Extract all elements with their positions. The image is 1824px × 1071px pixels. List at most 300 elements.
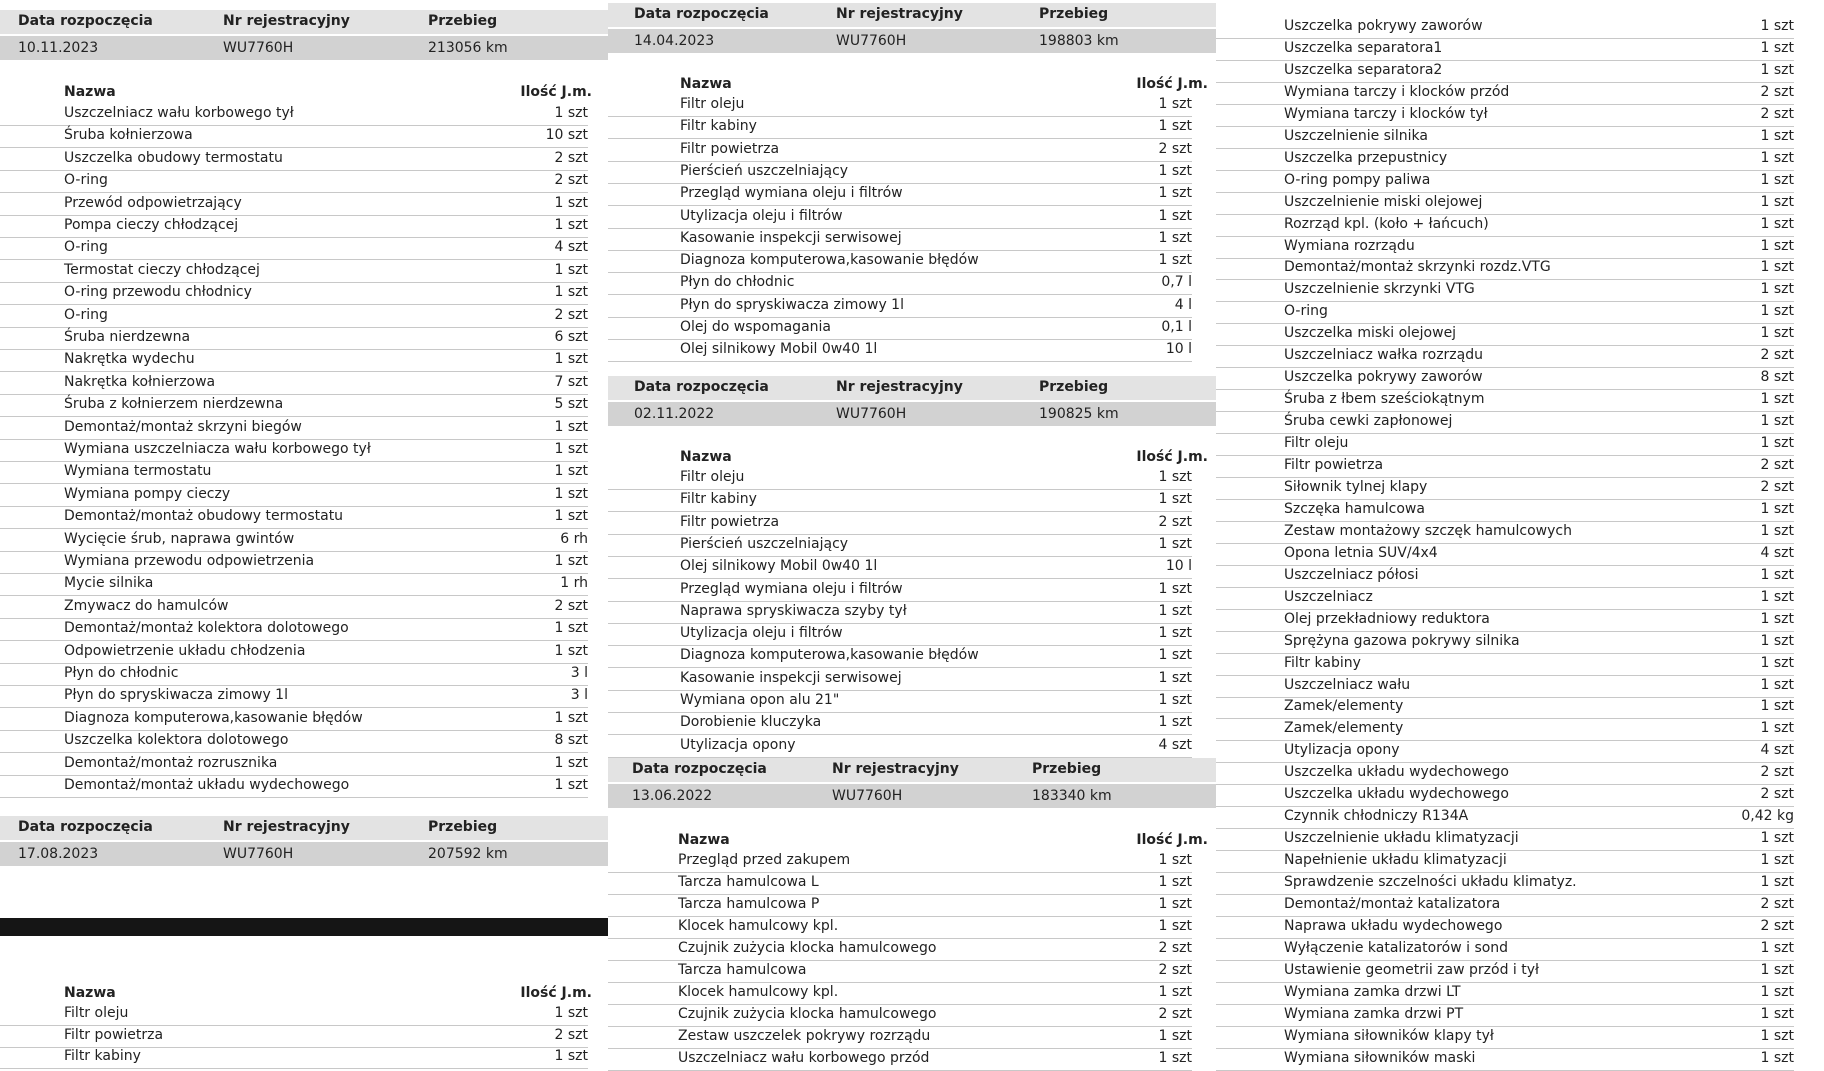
item-quantity: 8 szt bbox=[554, 732, 588, 749]
item-quantity: 1 szt bbox=[1158, 229, 1192, 246]
item-name: Olej przekładniowy reduktora bbox=[1284, 610, 1490, 627]
table-row bbox=[608, 512, 1192, 535]
item-name: Wymiana uszczelniacza wału korbowego tył bbox=[64, 441, 371, 457]
value-mileage: 207592 km bbox=[428, 846, 508, 862]
table-row bbox=[1216, 653, 1794, 676]
table-row bbox=[0, 484, 588, 507]
item-quantity: 0,7 l bbox=[1161, 274, 1192, 291]
item-quantity: 2 szt bbox=[1158, 940, 1192, 956]
item-quantity: 1 szt bbox=[1158, 96, 1192, 112]
table-row bbox=[1216, 762, 1794, 785]
table-row bbox=[1216, 323, 1794, 346]
table-row bbox=[1216, 126, 1794, 149]
label-start-date: Data rozpoczęcia bbox=[634, 379, 769, 395]
item-quantity: 1 szt bbox=[554, 620, 588, 637]
item-name: Klocek hamulcowy kpl. bbox=[678, 918, 839, 934]
table-row bbox=[1216, 894, 1794, 917]
table-row bbox=[608, 690, 1192, 713]
item-quantity: 6 szt bbox=[554, 329, 588, 345]
table-row bbox=[0, 685, 588, 708]
item-quantity: 1 szt bbox=[1760, 676, 1794, 693]
item-quantity: 1 szt bbox=[1760, 149, 1794, 166]
table-row bbox=[608, 645, 1192, 668]
label-registration: Nr rejestracyjny bbox=[836, 6, 963, 22]
item-quantity: 1 szt bbox=[1760, 522, 1794, 539]
table-row bbox=[1216, 477, 1794, 500]
item-quantity: 1 szt bbox=[1760, 435, 1794, 452]
item-quantity: 2 szt bbox=[554, 306, 588, 323]
col-header-name: Nazwa bbox=[678, 832, 730, 848]
table-row bbox=[0, 148, 588, 171]
value-start-date: 02.11.2022 bbox=[634, 406, 715, 422]
item-quantity: 2 szt bbox=[1760, 457, 1794, 473]
item-quantity: 1 szt bbox=[1158, 207, 1192, 224]
item-quantity: 1 szt bbox=[554, 105, 588, 121]
label-start-date: Data rozpoczęcia bbox=[18, 819, 153, 835]
table-row bbox=[608, 668, 1192, 691]
item-name: Śruba z kołnierzem nierdzewna bbox=[64, 396, 284, 413]
item-name: Filtr powietrza bbox=[680, 513, 780, 530]
table-row bbox=[0, 170, 588, 193]
item-name: Uszczelka kolektora dolotowego bbox=[64, 732, 289, 749]
item-name: Czujnik zużycia klocka hamulcowego bbox=[678, 940, 937, 956]
table-row bbox=[0, 215, 588, 238]
item-quantity: 2 szt bbox=[1760, 478, 1794, 495]
item-name: Kasowanie inspekcji serwisowej bbox=[680, 229, 902, 246]
col-header-qty: Ilość J.m. bbox=[520, 985, 592, 1001]
item-name: Szczęka hamulcowa bbox=[1284, 500, 1425, 517]
item-name: Zamek/elementy bbox=[1284, 720, 1404, 737]
item-name: Demontaż/montaż katalizatora bbox=[1284, 896, 1501, 912]
item-name: Nakrętka wydechu bbox=[64, 351, 195, 368]
item-name: Demontaż/montaż skrzynki rozdz.VTG bbox=[1284, 259, 1551, 276]
table-row bbox=[1216, 1026, 1794, 1049]
item-quantity: 1 szt bbox=[554, 485, 588, 502]
item-quantity: 1 szt bbox=[1760, 500, 1794, 517]
table-row bbox=[0, 753, 588, 776]
item-name: Zestaw montażowy szczęk hamulcowych bbox=[1284, 522, 1572, 539]
label-mileage: Przebieg bbox=[1039, 6, 1109, 22]
item-quantity: 4 szt bbox=[554, 239, 588, 256]
table-row bbox=[0, 730, 588, 753]
item-name: Naprawa układu wydechowego bbox=[1284, 917, 1503, 934]
table-row bbox=[0, 775, 588, 798]
item-quantity: 1 szt bbox=[1760, 939, 1794, 956]
table-row bbox=[0, 327, 588, 350]
item-name: Filtr kabiny bbox=[1284, 654, 1361, 671]
table-row bbox=[608, 1004, 1192, 1027]
item-quantity: 1 szt bbox=[554, 418, 588, 435]
item-quantity: 4 szt bbox=[1760, 742, 1794, 759]
item-name: Pierścień uszczelniający bbox=[680, 162, 849, 179]
table-row bbox=[608, 623, 1192, 646]
table-row bbox=[0, 103, 588, 126]
item-name: Filtr kabiny bbox=[680, 491, 757, 508]
item-name: Wyłączenie katalizatorów i sond bbox=[1284, 939, 1509, 956]
label-start-date: Data rozpoczęcia bbox=[632, 761, 767, 777]
table-row bbox=[0, 417, 588, 440]
item-quantity: 1 szt bbox=[1760, 193, 1794, 210]
table-row bbox=[1216, 675, 1794, 698]
item-quantity: 1 szt bbox=[1760, 1005, 1794, 1022]
item-quantity: 1 szt bbox=[1158, 647, 1192, 664]
item-name: Filtr kabiny bbox=[680, 118, 757, 135]
table-row bbox=[1216, 214, 1794, 237]
item-name: O-ring przewodu chłodnicy bbox=[64, 284, 252, 301]
item-quantity: 2 szt bbox=[1158, 513, 1192, 530]
item-name: Wymiana pompy cieczy bbox=[64, 485, 231, 502]
item-name: O-ring bbox=[64, 172, 108, 189]
item-name: Utylizacja opony bbox=[1284, 742, 1400, 759]
item-quantity: 1 szt bbox=[554, 709, 588, 726]
item-quantity: 1 szt bbox=[554, 194, 588, 211]
item-quantity: 1 szt bbox=[1158, 984, 1192, 1000]
item-quantity: 1 szt bbox=[1760, 830, 1794, 847]
table-row bbox=[1216, 587, 1794, 610]
item-quantity: 1 szt bbox=[1158, 874, 1192, 890]
item-quantity: 1 szt bbox=[554, 217, 588, 233]
table-row bbox=[1216, 1048, 1794, 1071]
item-quantity: 1 szt bbox=[1760, 874, 1794, 891]
item-quantity: 1 szt bbox=[1760, 413, 1794, 430]
item-name: Uszczelka układu wydechowego bbox=[1284, 786, 1509, 803]
item-name: Uszczelka miski olejowej bbox=[1284, 325, 1457, 342]
item-name: Wymiana zamka drzwi PT bbox=[1284, 1005, 1464, 1022]
item-name: Uszczelnienie skrzynki VTG bbox=[1284, 281, 1475, 298]
table-row bbox=[1216, 828, 1794, 851]
column-left bbox=[0, 0, 608, 1064]
item-name: O-ring bbox=[64, 239, 108, 256]
item-name: Uszczelka przepustnicy bbox=[1284, 149, 1448, 166]
table-row bbox=[0, 305, 588, 328]
table-row bbox=[608, 1026, 1192, 1049]
table-row bbox=[1216, 718, 1794, 741]
table-row bbox=[0, 394, 588, 417]
label-mileage: Przebieg bbox=[1039, 379, 1109, 395]
value-start-date: 10.11.2023 bbox=[18, 40, 99, 56]
table-row bbox=[1216, 104, 1794, 127]
table-row bbox=[0, 282, 588, 305]
item-quantity: 1 szt bbox=[1158, 714, 1192, 731]
item-quantity: 2 szt bbox=[1158, 962, 1192, 978]
label-mileage: Przebieg bbox=[428, 13, 498, 29]
label-registration: Nr rejestracyjny bbox=[223, 819, 350, 835]
item-quantity: 10 szt bbox=[545, 127, 588, 144]
item-quantity: 1 szt bbox=[1760, 852, 1794, 869]
item-quantity: 1 szt bbox=[1158, 535, 1192, 552]
item-name: Demontaż/montaż skrzyni biegów bbox=[64, 418, 302, 435]
item-quantity: 2 szt bbox=[1760, 83, 1794, 100]
item-name: Kasowanie inspekcji serwisowej bbox=[680, 669, 902, 686]
item-quantity: 8 szt bbox=[1760, 369, 1794, 386]
item-quantity: 1 szt bbox=[1760, 1027, 1794, 1044]
item-quantity: 1 szt bbox=[1760, 391, 1794, 408]
item-name: Filtr oleju bbox=[680, 469, 745, 485]
item-name: Uszczelniacz bbox=[1284, 588, 1373, 605]
item-name: Płyn do chłodnic bbox=[680, 274, 795, 291]
item-name: Uszczelnienie miski olejowej bbox=[1284, 193, 1483, 210]
table-row bbox=[608, 850, 1192, 873]
item-quantity: 3 l bbox=[570, 665, 588, 681]
item-name: Wymiana opon alu 21" bbox=[680, 692, 840, 708]
item-name: Demontaż/montaż obudowy termostatu bbox=[64, 508, 344, 525]
item-name: Uszczelnienie silnika bbox=[1284, 127, 1428, 144]
item-quantity: 2 szt bbox=[1158, 140, 1192, 157]
table-row bbox=[1216, 301, 1794, 324]
table-row bbox=[1216, 872, 1794, 895]
item-name: Zestaw uszczelek pokrywy rozrządu bbox=[678, 1028, 931, 1044]
item-name: Uszczelniacz półosi bbox=[1284, 566, 1419, 583]
item-quantity: 1 szt bbox=[1158, 118, 1192, 135]
item-name: Wymiana rozrządu bbox=[1284, 237, 1415, 254]
col-header-name: Nazwa bbox=[64, 985, 116, 1001]
column-right bbox=[1216, 0, 1824, 1064]
table-row bbox=[608, 534, 1192, 557]
item-quantity: 1 szt bbox=[1760, 303, 1794, 320]
item-name: Wymiana siłowników klapy tył bbox=[1284, 1027, 1494, 1044]
item-name: Wymiana tarczy i klocków tył bbox=[1284, 105, 1488, 122]
item-quantity: 1 szt bbox=[554, 284, 588, 301]
item-quantity: 1 szt bbox=[554, 351, 588, 368]
item-quantity: 1 szt bbox=[1760, 259, 1794, 276]
table-row bbox=[0, 708, 588, 731]
item-name: Uszczelka separatora2 bbox=[1284, 61, 1443, 78]
item-quantity: 1 szt bbox=[554, 754, 588, 771]
item-name: Uszczelka separatora1 bbox=[1284, 39, 1443, 56]
table-row bbox=[1216, 279, 1794, 302]
col-header-name: Nazwa bbox=[680, 76, 732, 92]
item-name: Wymiana termostatu bbox=[64, 463, 212, 480]
table-row bbox=[0, 529, 588, 552]
item-name: Płyn do chłodnic bbox=[64, 665, 179, 681]
table-row bbox=[1216, 192, 1794, 215]
item-name: Płyn do spryskiwacza zimowy 1l bbox=[64, 687, 288, 704]
table-row bbox=[1216, 148, 1794, 171]
item-name: Klocek hamulcowy kpl. bbox=[678, 984, 839, 1000]
table-row bbox=[1216, 938, 1794, 961]
item-quantity: 7 szt bbox=[554, 373, 588, 390]
table-row bbox=[0, 506, 588, 529]
table-row bbox=[1216, 521, 1794, 544]
item-quantity: 1 szt bbox=[554, 441, 588, 457]
item-quantity: 1 szt bbox=[1158, 491, 1192, 508]
item-quantity: 1 szt bbox=[554, 642, 588, 659]
item-quantity: 1 szt bbox=[1158, 602, 1192, 619]
item-name: Siłownik tylnej klapy bbox=[1284, 478, 1428, 495]
value-start-date: 13.06.2022 bbox=[632, 788, 713, 804]
table-row bbox=[608, 1048, 1192, 1071]
item-name: Uszczelniacz wału korbowego przód bbox=[678, 1050, 930, 1066]
table-clip bbox=[608, 0, 1216, 753]
value-start-date: 14.04.2023 bbox=[634, 33, 715, 49]
item-quantity: 1 szt bbox=[554, 1005, 588, 1021]
item-quantity: 1 szt bbox=[1760, 215, 1794, 232]
item-name: Rozrząd kpl. (koło + łańcuch) bbox=[1284, 215, 1489, 232]
item-quantity: 1 szt bbox=[1158, 469, 1192, 485]
item-name: Tarcza hamulcowa L bbox=[678, 874, 819, 890]
item-name: Filtr powietrza bbox=[1284, 457, 1384, 473]
item-quantity: 0,42 kg bbox=[1741, 808, 1794, 825]
item-name: Tarcza hamulcowa bbox=[678, 962, 807, 978]
item-quantity: 1 szt bbox=[1760, 61, 1794, 78]
item-quantity: 1 szt bbox=[554, 463, 588, 480]
item-name: Demontaż/montaż rozrusznika bbox=[64, 754, 278, 771]
item-name: Demontaż/montaż kolektora dolotowego bbox=[64, 620, 349, 637]
item-name: Uszczelka pokrywy zaworów bbox=[1284, 18, 1483, 34]
item-name: Diagnoza komputerowa,kasowanie błędów bbox=[64, 709, 363, 726]
item-name: Filtr oleju bbox=[64, 1005, 129, 1021]
table-row bbox=[1216, 455, 1794, 478]
item-quantity: 1 szt bbox=[1760, 237, 1794, 254]
item-quantity: 2 szt bbox=[1158, 1006, 1192, 1022]
item-quantity: 1 szt bbox=[1760, 325, 1794, 342]
table-row bbox=[1216, 609, 1794, 632]
col-header-qty: Ilość J.m. bbox=[1136, 76, 1208, 92]
table-row bbox=[0, 1046, 588, 1069]
table-row bbox=[608, 712, 1192, 735]
item-name: Zamek/elementy bbox=[1284, 698, 1404, 715]
item-name: Filtr powietrza bbox=[680, 140, 780, 157]
item-name: Naprawa spryskiwacza szyby tył bbox=[680, 602, 907, 619]
item-name: Dorobienie kluczyka bbox=[680, 714, 822, 731]
item-quantity: 1 szt bbox=[1760, 610, 1794, 627]
table-row bbox=[1216, 60, 1794, 83]
item-quantity: 2 szt bbox=[554, 149, 588, 166]
table-row bbox=[1216, 784, 1794, 807]
item-quantity: 1 szt bbox=[1158, 252, 1192, 269]
table-row bbox=[608, 960, 1192, 983]
label-registration: Nr rejestracyjny bbox=[832, 761, 959, 777]
table-row bbox=[1216, 16, 1794, 39]
item-name: Demontaż/montaż układu wydechowego bbox=[64, 777, 350, 793]
item-quantity: 2 szt bbox=[1760, 786, 1794, 803]
item-quantity: 1 szt bbox=[1158, 162, 1192, 179]
table-row bbox=[608, 467, 1192, 490]
item-quantity: 1 szt bbox=[1158, 580, 1192, 597]
item-name: O-ring bbox=[1284, 303, 1328, 320]
value-registration: WU7760H bbox=[832, 788, 903, 804]
item-quantity: 10 l bbox=[1165, 341, 1192, 358]
item-name: Mycie silnika bbox=[64, 575, 154, 592]
item-quantity: 2 szt bbox=[554, 172, 588, 189]
item-quantity: 2 szt bbox=[554, 597, 588, 614]
item-name: Wymiana siłowników maski bbox=[1284, 1049, 1476, 1066]
table-row bbox=[608, 916, 1192, 939]
item-name: Pompa cieczy chłodzącej bbox=[64, 217, 239, 233]
column-middle bbox=[608, 0, 1216, 1064]
item-name: Termostat cieczy chłodzącej bbox=[64, 261, 260, 278]
col-header-qty: Ilość J.m. bbox=[1136, 449, 1208, 465]
item-name: Olej do wspomagania bbox=[680, 319, 831, 335]
item-quantity: 2 szt bbox=[1760, 105, 1794, 122]
table-row bbox=[0, 573, 588, 596]
item-quantity: 1 szt bbox=[554, 261, 588, 278]
item-quantity: 2 szt bbox=[1760, 347, 1794, 364]
item-name: Śruba cewki zapłonowej bbox=[1284, 413, 1453, 430]
item-quantity: 1 szt bbox=[1158, 918, 1192, 934]
table-row bbox=[608, 556, 1192, 579]
item-name: Sprawdzenie szczelności układu klimatyz. bbox=[1284, 874, 1577, 891]
table-row bbox=[1216, 367, 1794, 390]
item-name: Napełnienie układu klimatyzacji bbox=[1284, 852, 1507, 869]
item-quantity: 1 szt bbox=[1158, 625, 1192, 642]
item-name: Czynnik chłodniczy R134A bbox=[1284, 808, 1469, 825]
table-row bbox=[608, 872, 1192, 895]
item-quantity: 10 l bbox=[1165, 558, 1192, 575]
item-name: Uszczelnienie układu klimatyzacji bbox=[1284, 830, 1519, 847]
item-quantity: 1 szt bbox=[1760, 632, 1794, 649]
item-name: Uszczelka obudowy termostatu bbox=[64, 149, 283, 166]
table-row bbox=[1216, 916, 1794, 939]
item-quantity: 6 rh bbox=[560, 530, 588, 547]
table-row bbox=[1216, 411, 1794, 434]
value-mileage: 213056 km bbox=[428, 40, 508, 56]
label-registration: Nr rejestracyjny bbox=[223, 13, 350, 29]
item-quantity: 1 szt bbox=[1158, 185, 1192, 202]
item-name: Przegląd wymiana oleju i filtrów bbox=[680, 580, 903, 597]
item-name: Olej silnikowy Mobil 0w40 1l bbox=[680, 341, 878, 358]
value-start-date: 17.08.2023 bbox=[18, 846, 99, 862]
item-name: Uszczelniacz wału korbowego tył bbox=[64, 105, 294, 121]
value-registration: WU7760H bbox=[836, 33, 907, 49]
item-name: Ustawienie geometrii zaw przód i tył bbox=[1284, 961, 1539, 978]
item-quantity: 1 szt bbox=[1760, 698, 1794, 715]
table-row bbox=[1216, 499, 1794, 522]
item-name: Śruba z łbem sześciokątnym bbox=[1284, 391, 1485, 408]
item-quantity: 1 szt bbox=[554, 508, 588, 525]
item-quantity: 2 szt bbox=[554, 1026, 588, 1043]
item-name: Przegląd wymiana oleju i filtrów bbox=[680, 185, 903, 202]
item-name: Olej silnikowy Mobil 0w40 1l bbox=[680, 558, 878, 575]
value-registration: WU7760H bbox=[223, 846, 294, 862]
item-name: Filtr kabiny bbox=[64, 1048, 141, 1065]
item-quantity: 2 szt bbox=[1760, 764, 1794, 781]
table-row bbox=[0, 439, 588, 462]
table-row bbox=[608, 735, 1192, 758]
value-mileage: 190825 km bbox=[1039, 406, 1119, 422]
table-row bbox=[608, 894, 1192, 917]
table-row bbox=[1216, 433, 1794, 456]
item-quantity: 1 szt bbox=[1158, 669, 1192, 686]
item-quantity: 1 szt bbox=[554, 1048, 588, 1065]
table-row bbox=[0, 663, 588, 686]
item-name: Wymiana tarczy i klocków przód bbox=[1284, 83, 1510, 100]
value-mileage: 198803 km bbox=[1039, 33, 1119, 49]
table-row bbox=[608, 982, 1192, 1005]
item-quantity: 1 szt bbox=[1760, 39, 1794, 56]
table-row bbox=[0, 372, 588, 395]
item-quantity: 1 szt bbox=[1760, 171, 1794, 188]
table-row bbox=[1216, 565, 1794, 588]
item-name: Wymiana przewodu odpowietrzenia bbox=[64, 553, 315, 569]
table-row bbox=[608, 938, 1192, 961]
label-mileage: Przebieg bbox=[1032, 761, 1102, 777]
table-row bbox=[0, 1025, 588, 1048]
table-row bbox=[1216, 696, 1794, 719]
table-row bbox=[1216, 982, 1794, 1005]
col-header-qty: Ilość J.m. bbox=[1136, 832, 1208, 848]
table-row bbox=[0, 237, 588, 260]
item-name: Sprężyna gazowa pokrywy silnika bbox=[1284, 632, 1520, 649]
item-quantity: 1 szt bbox=[1760, 720, 1794, 737]
table-row bbox=[0, 260, 588, 283]
item-quantity: 1 szt bbox=[1760, 588, 1794, 605]
value-registration: WU7760H bbox=[836, 406, 907, 422]
table-row bbox=[1216, 740, 1794, 763]
item-name: O-ring bbox=[64, 306, 108, 323]
item-quantity: 3 l bbox=[570, 687, 588, 704]
table-row bbox=[608, 579, 1192, 602]
